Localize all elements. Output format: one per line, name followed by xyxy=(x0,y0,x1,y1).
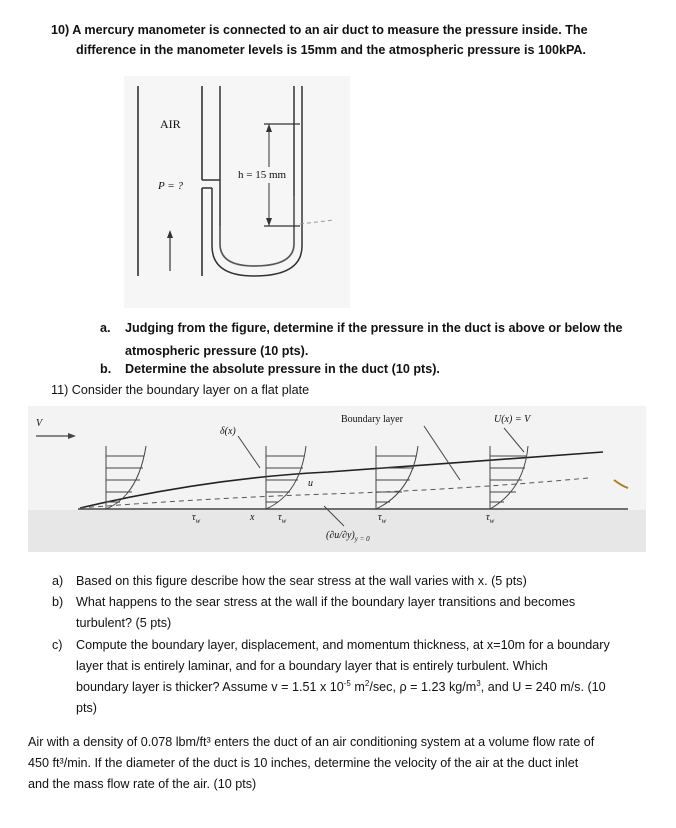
q10-part-a-line-1: Judging from the figure, determine if the pressure in the duct is above or below the xyxy=(125,321,623,335)
q10-number: 10) xyxy=(51,23,70,37)
q10-line-1 xyxy=(51,22,588,38)
q11-part-c-line-4: pts) xyxy=(76,701,97,715)
q11-part-b-label: b) xyxy=(52,595,64,609)
q11-part-c-line-2: layer that is entirely laminar, and for a boundary layer that is entirely turbulent. Which xyxy=(76,659,548,673)
u-label: u xyxy=(308,478,313,489)
manometer-figure xyxy=(124,76,350,308)
tau-w-label-3: $\tau_w$ xyxy=(378,512,387,525)
q10-text-line-2: difference in the manometer levels is 15mm and the atmospheric pressure is 100kPA. xyxy=(76,43,587,57)
q11-part-c-line-3: boundary layer is thicker? Assume v = 1.51 x $10^{-5}$ $m^2/\sec$, ρ = 1.23 $kg/m^3$, and U = 240 m/s. (10 xyxy=(76,679,606,694)
velocity-gradient-label: $(\partial u/\partial y)_{y = 0}$ xyxy=(326,530,370,543)
tau-w-label-1: $\tau_w$ xyxy=(192,512,201,525)
q12-line-3: and the mass flow rate of the air. (10 pts) xyxy=(28,777,257,791)
boundary-layer-figure xyxy=(28,406,646,552)
boundary-layer-edge xyxy=(80,452,603,508)
q10-part-b-text: Determine the absolute pressure in the duct (10 pts). xyxy=(125,362,440,376)
q10-part-a-line-2: atmospheric pressure (10 pts). xyxy=(125,344,309,358)
delta-label: δ(x) xyxy=(220,426,236,437)
pressure-label: P = ? xyxy=(158,180,183,192)
height-label: h = 15 mm xyxy=(238,169,287,181)
boundary-layer-label: Boundary layer xyxy=(341,414,403,425)
q11-intro-line xyxy=(51,382,309,398)
q12-line-2: 450 ft³/min. If the diameter of the duct is 10 inches, determine the velocity of the air at the duct inlet xyxy=(28,756,579,770)
q11-part-c-label: c) xyxy=(52,638,63,652)
q11-part-a-label: a) xyxy=(52,574,64,588)
q11-number: 11) xyxy=(51,383,69,397)
free-stream-velocity-label: V xyxy=(36,418,43,429)
q11-part-b-line-2: turbulent? (5 pts) xyxy=(76,616,172,630)
q10-part-a-label: a. xyxy=(100,321,111,335)
outer-velocity-label: U(x) = V xyxy=(494,414,531,425)
tau-w-label-4: $\tau_w$ xyxy=(486,512,495,525)
q11-intro: Consider the boundary layer on a flat plate xyxy=(71,383,310,397)
q11-part-b-line-1: What happens to the sear stress at the wall if the boundary layer transitions and becomes xyxy=(76,595,576,609)
q12-line-1: Air with a density of 0.078 lbm/ft³ enters the duct of an air conditioning system at a volume flow rate of xyxy=(28,735,595,749)
q10-part-b-label: b. xyxy=(100,362,112,376)
q11-part-c-line-1: Compute the boundary layer, displacement, and momentum thickness, at x=10m for a boundary xyxy=(76,638,610,652)
q10-text-line-1: A mercury manometer is connected to an air duct to measure the pressure inside. The xyxy=(72,23,588,37)
x-label: x xyxy=(250,512,255,523)
q11-part-a-text: Based on this figure describe how the sear stress at the wall varies with x. (5 pts) xyxy=(76,574,527,588)
tau-w-label-2: $\tau_w$ xyxy=(278,512,287,525)
air-label: AIR xyxy=(160,117,181,131)
